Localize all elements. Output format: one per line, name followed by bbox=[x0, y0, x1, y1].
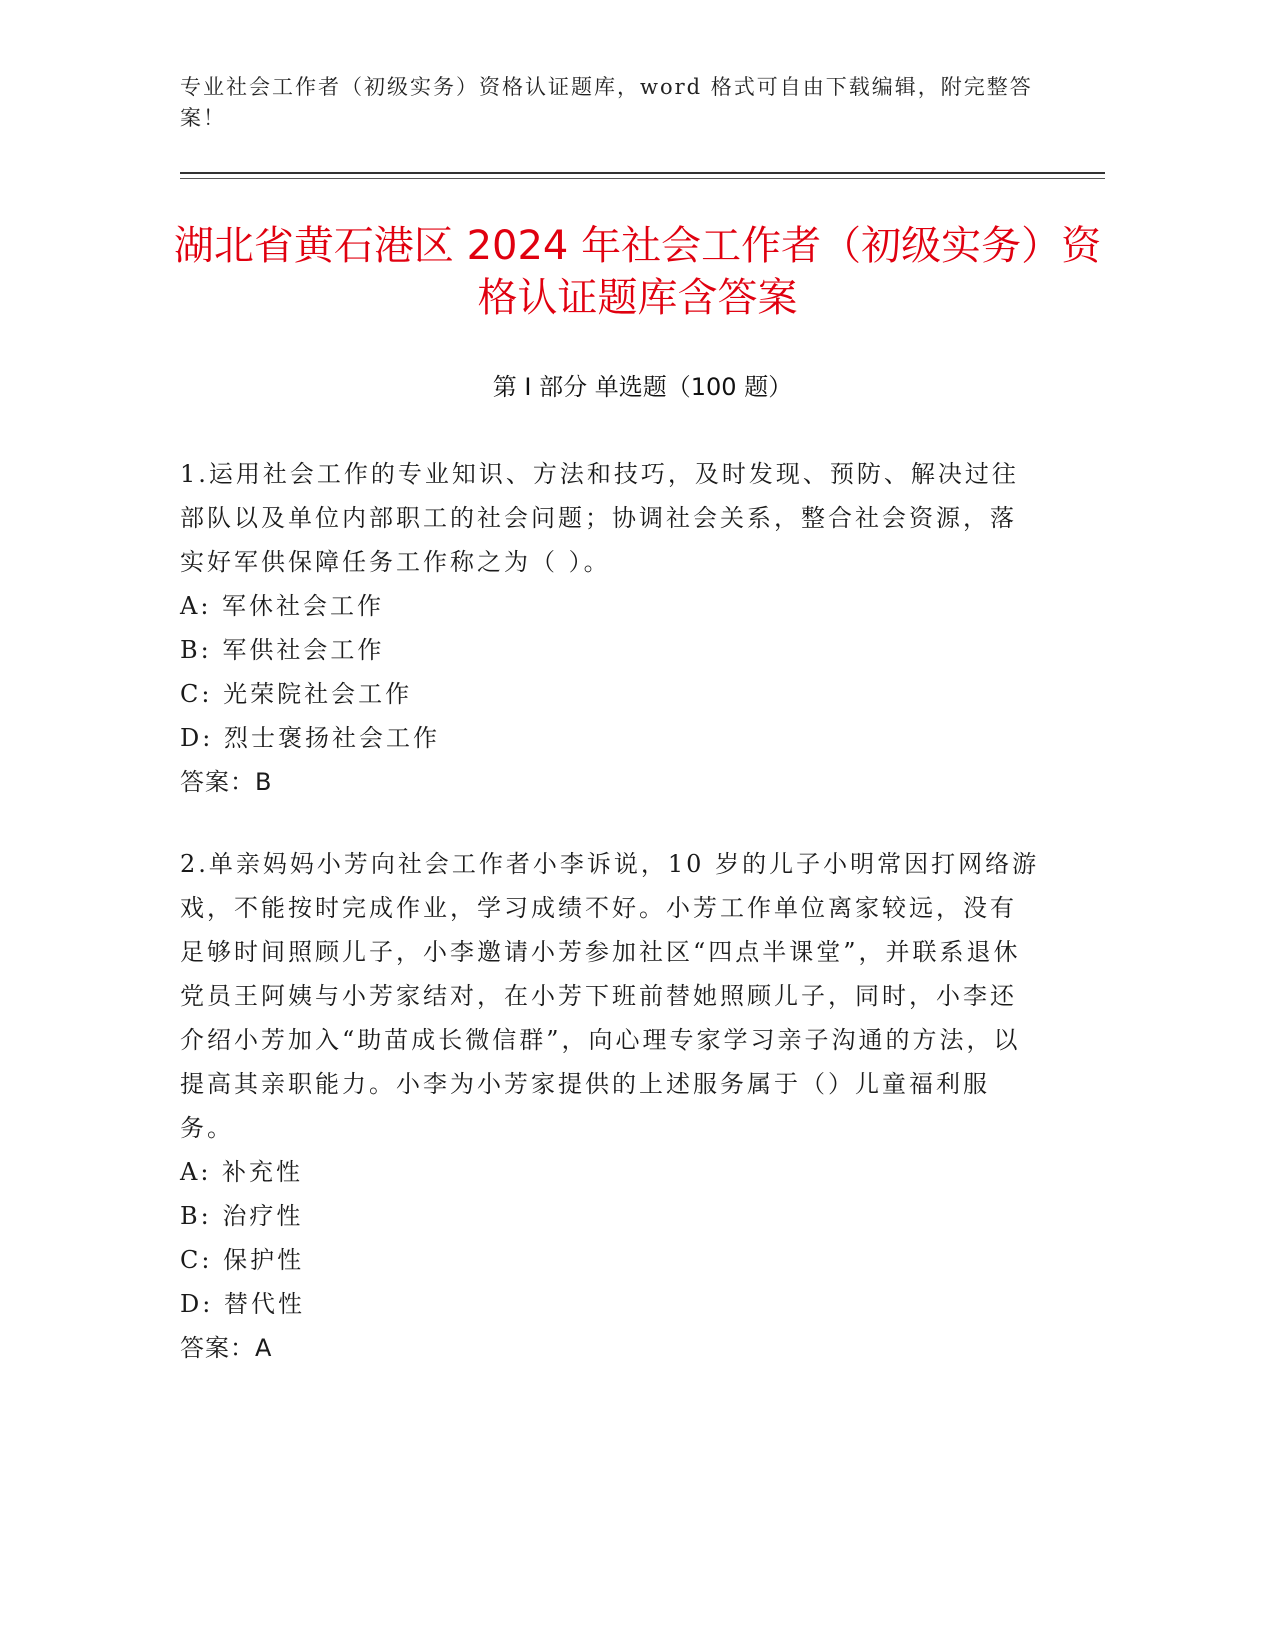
option-a: A: 军休社会工作 bbox=[180, 592, 385, 620]
question-block bbox=[180, 452, 1040, 804]
answer-text: 答案：A bbox=[180, 1334, 273, 1362]
header-divider-thin bbox=[180, 178, 1105, 179]
section-title: 第 I 部分 单选题（100 题） bbox=[492, 373, 793, 401]
header-divider-thick bbox=[180, 172, 1105, 174]
option-d: D: 替代性 bbox=[180, 1290, 305, 1318]
header-note: 专业社会工作者（初级实务）资格认证题库，word 格式可自由下载编辑，附完整答案！ bbox=[180, 75, 1033, 130]
option-d: D: 烈士褒扬社会工作 bbox=[180, 724, 440, 752]
question-stem: 1.运用社会工作的专业知识、方法和技巧，及时发现、预防、解决过往部队以及单位内部职工的社会问题；协调社会关系，整合社会资源，落实好军供保障任务工作称之为（ ）。 bbox=[180, 460, 1019, 576]
question-block bbox=[180, 842, 1040, 1370]
option-b: B: 军供社会工作 bbox=[180, 636, 385, 664]
option-a: A: 补充性 bbox=[180, 1158, 304, 1186]
option-b: B: 治疗性 bbox=[180, 1202, 304, 1230]
option-c: C: 保护性 bbox=[180, 1246, 305, 1274]
option-c: C: 光荣院社会工作 bbox=[180, 680, 413, 708]
document-title: 湖北省黄石港区 2024 年社会工作者（初级实务）资格认证题库含答案 bbox=[173, 223, 1102, 321]
question-stem: 2.单亲妈妈小芳向社会工作者小李诉说，10 岁的儿子小明常因打网络游戏，不能按时完成作业，学习成绩不好。小芳工作单位离家较远，没有足够时间照顾儿子，小李邀请小芳参加社区“四点半课堂”，并联系退休党员王阿姨与小芳家结对，在小芳下班前替她照顾儿子，同时，小李还介绍小芳加入“助苗成长微信群”，向心理专家学习亲子沟通的方法，以提高其亲职能力。小李为小芳家提供的上述服务属于（）儿童福利服务。 bbox=[180, 850, 1040, 1142]
answer-text: 答案：B bbox=[180, 768, 273, 796]
